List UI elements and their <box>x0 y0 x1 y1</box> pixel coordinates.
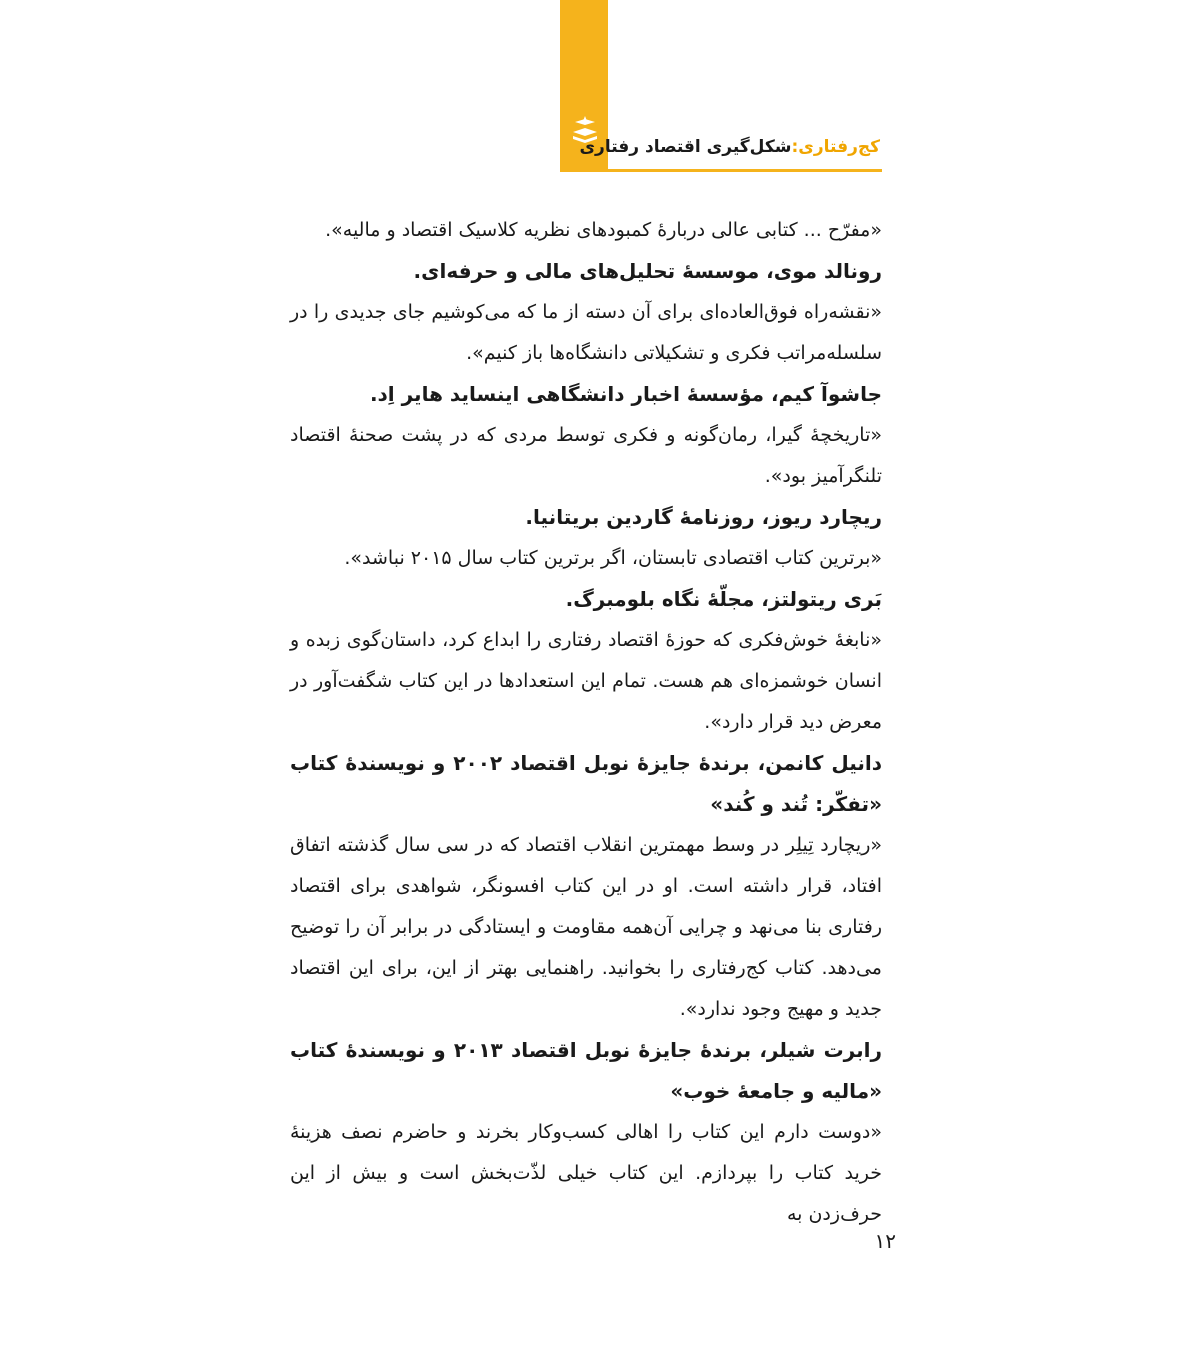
quote-author: جاشوآ کیم، مؤسسهٔ اخبار دانشگاهی اینساید هایر اِد. <box>369 382 882 406</box>
page-body <box>290 210 882 1235</box>
quote-text: «دوست دارم این کتاب را اهالی کسب‌وکار بخرند و حاضرم نصف هزینهٔ خرید کتاب را بپردازم. این کتاب خیلی لذّت‌بخش است و بیش از این حرف‌زدن به <box>290 1121 882 1225</box>
quote-author: دانیل کانمن، برندهٔ جایزهٔ نوبل اقتصاد ۲۰۰۲ و نویسندهٔ کتاب «تفکّر: تُند و کُند» <box>290 751 882 816</box>
quote-text: «ریچارد تِیلِر در وسط مهمترین انقلاب اقتصاد که در سی سال گذشته اتفاق افتاد، قرار داشته است. او در این کتاب افسونگر، شواهدی برای اقتصاد رفتاری بنا می‌نهد و چرایی آن‌همه مقاومت و ایستادگی در برابر آن را توضیح می‌دهد. کتاب کج‌رفتاری را بخوانید. راهنمایی بهتر از این، برای این اقتصاد جدید و مهیج وجود ندارد». <box>290 834 882 1020</box>
quote-text: «تاریخچهٔ گیرا، رمان‌گونه و فکری توسط مردی که در پشت صحنهٔ اقتصاد تلنگرآمیز بود». <box>290 424 882 487</box>
quote-author: رابرت شیلر، برندهٔ جایزهٔ نوبل اقتصاد ۲۰۱۳ و نویسندهٔ کتاب «مالیه و جامعهٔ خوب» <box>290 1038 882 1103</box>
quote-text: «برترین کتاب اقتصادی تابستان، اگر برترین کتاب سال ۲۰۱۵ نباشد». <box>344 547 882 569</box>
quote-text: «نقشه‌راه فوق‌العاده‌ای برای آن دسته از ما که می‌کوشیم جای جدیدی را در سلسله‌مراتب فکری و تشکیلاتی دانشگاه‌ها باز کنیم». <box>290 301 882 364</box>
header-rule <box>560 169 882 172</box>
quote-author: بَری ریتولتز، مجلّهٔ نگاه بلومبرگ. <box>565 587 882 611</box>
quote-author: ریچارد ریوز، روزنامهٔ گاردین بریتانیا. <box>525 505 882 529</box>
quote-author: رونالد موی، موسسهٔ تحلیل‌های مالی و حرفه‌ای. <box>413 259 882 283</box>
quote-text: «مفرّح ... کتابی عالی دربارهٔ کمبودهای نظریه کلاسیک اقتصاد و مالیه». <box>325 219 882 241</box>
book-title: کج‌رفتاری <box>798 137 880 157</box>
quote-text: «نابغهٔ خوش‌فکری که حوزهٔ اقتصاد رفتاری را ابداع کرد، داستان‌گوی زبده و انسان خوشمزه‌ای هم هست. تمام این استعدادها در این کتاب شگفت‌آور در معرض دید قرار دارد». <box>290 629 882 733</box>
book-subtitle: شکل‌گیری اقتصاد رفتاری <box>579 137 792 157</box>
header-separator: : <box>791 137 799 157</box>
running-header <box>579 131 880 163</box>
page-number: ۱۲ <box>874 1229 896 1253</box>
